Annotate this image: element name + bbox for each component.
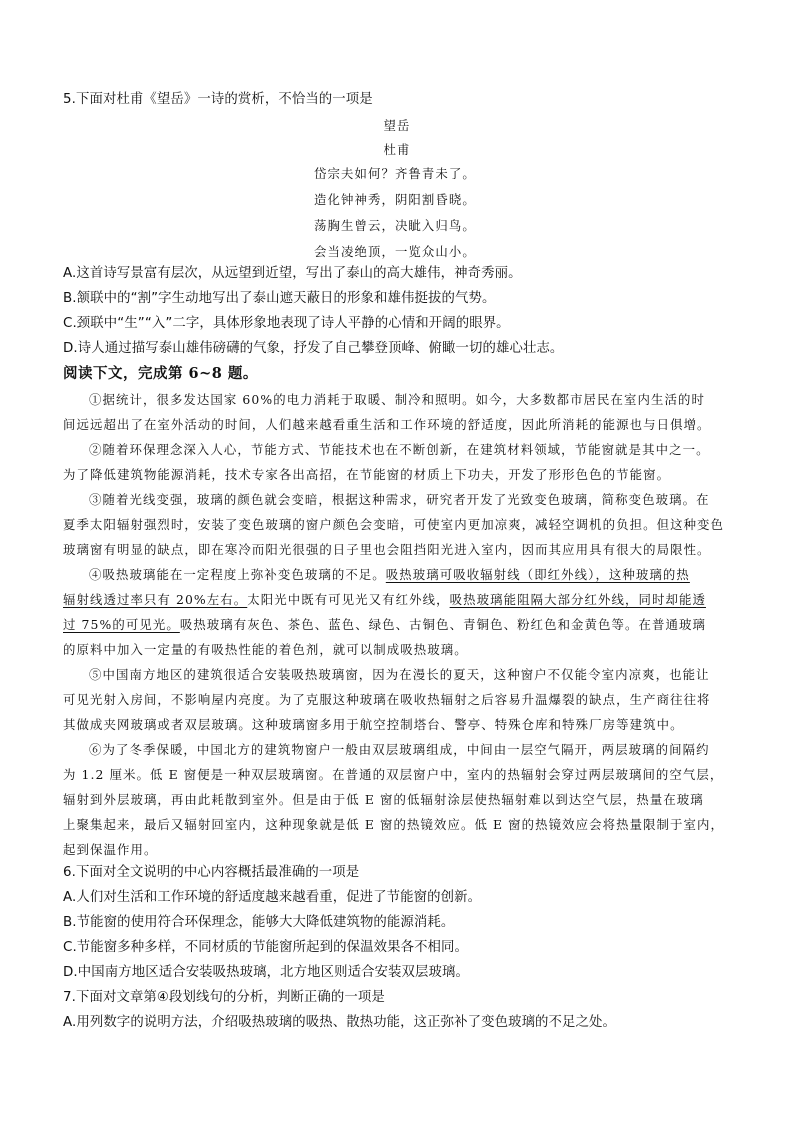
poem-line: 造化钟神秀，阴阳割昏晓。: [314, 192, 476, 207]
underlined-sentence: 过 75%的可见光。: [63, 617, 180, 632]
poem-line: 会当凌绝顶，一览众山小。: [314, 244, 476, 259]
question-7-option-a: A.用列数字的说明方法，介绍吸热玻璃的吸热、散热功能，这正弥补了变色玻璃的不足之处。: [63, 1015, 617, 1030]
passage-p6-line: 起到保温作用。: [63, 842, 158, 857]
passage-p2-line: 为了降低建筑物能源消耗，技术专家各出高招，在节能窗的材质上下功夫，开发了形形色色的节能窗。: [63, 467, 671, 482]
question-7-stem: 7.下面对文章第④段划线句的分析，判断正确的一项是: [63, 990, 385, 1005]
poem-title: 望岳: [383, 118, 411, 133]
reading-heading: 阅读下文，完成第 6~8 题。: [63, 365, 258, 382]
question-5-option-c: C.颈联中“生”“入”二字，具体形象地表现了诗人平静的心情和开阔的眼界。: [63, 316, 510, 331]
poem-line: 岱宗夫如何？齐鲁青未了。: [314, 166, 476, 181]
passage-text: 吸热玻璃有灰色、茶色、蓝色、绿色、古铜色、青铜色、粉红色和金黄色等。在普通玻璃: [179, 617, 706, 632]
question-6-option-a: A.人们对生活和工作环境的舒适度越来越看重，促进了节能窗的创新。: [63, 890, 482, 905]
question-6-option-b: B.节能窗的使用符合环保理念，能够大大降低建筑物的能源消耗。: [63, 915, 455, 930]
question-5-option-d: D.诗人通过描写泰山雄伟磅礴的气象，抒发了自己攀登顶峰、俯瞰一切的雄心壮志。: [63, 341, 564, 356]
passage-p6-line: 辐射到外层玻璃，再由此耗散到室外。但是由于低 E 窗的低辐射涂层使热辐射难以到达空气层，热量在玻璃: [63, 792, 704, 807]
passage-text: ④吸热玻璃能在一定程度上弥补变色玻璃的不足。: [89, 567, 386, 582]
passage-p4-line: [63, 590, 706, 610]
question-5-stem: 5.下面对杜甫《望岳》一诗的赏析，不恰当的一项是: [63, 92, 373, 107]
passage-p6-line: 为 1.2 厘米。低 E 窗便是一种双层玻璃窗。在普通的双层窗户中，室内的热辐射会穿过两层玻璃间的空气层，: [63, 767, 724, 782]
passage-p4-line: 的原料中加入一定量的有吸热性能的着色剂，就可以制成吸热玻璃。: [63, 642, 468, 657]
question-6-stem: 6.下面对全文说明的中心内容概括最准确的一项是: [63, 865, 360, 880]
underlined-sentence: 吸热玻璃可吸收辐射线（即红外线），这种玻璃的热: [385, 567, 690, 582]
passage-text: 太阳光中既有可见光又有红外线，: [247, 592, 450, 607]
poem-line: 荡胸生曾云，决眦入归鸟。: [314, 218, 476, 233]
passage-p5-line: ⑤中国南方地区的建筑很适合安装吸热玻璃窗，因为在漫长的夏天，这种窗户不仅能令室内凉爽，也能让: [89, 667, 710, 682]
passage-p6-line: 上聚集起来，最后又辐射回室内，这种现象就是低 E 窗的热镜效应。低 E 窗的热镜效应会将热量限制于室内，: [63, 817, 725, 832]
passage-p5-line: 可见光射入房间，不影响屋内亮度。为了克服这种玻璃在吸收热辐射之后容易升温爆裂的缺点，生产商往往将: [63, 692, 711, 707]
underlined-sentence: 吸热玻璃能阻隔大部分红外线，同时却能透: [449, 592, 706, 607]
question-5-option-a: A.这首诗写景富有层次，从远望到近望，写出了泰山的高大雄伟，神奇秀丽。: [63, 266, 522, 281]
passage-p1-line: ①据统计，很多发达国家 60%的电力消耗于取暖、制冷和照明。如今，大多数都市居民在室内生活的时: [89, 392, 705, 407]
passage-p3-line: 夏季太阳辐射强烈时，安装了变色玻璃的窗户颜色会变暗，可使室内更加凉爽，减轻空调机的负担。但这种变色: [63, 517, 725, 532]
passage-p1-line: 间远远超出了在室外活动的时间，人们越来越看重生活和工作环境的舒适度，因此所消耗的能源也与日俱增。: [63, 417, 711, 432]
passage-p2-line: ②随着环保理念深入人心，节能方式、节能技术也在不断创新，在建筑材料领域，节能窗就是其中之一。: [89, 442, 710, 457]
passage-p4-line: [89, 565, 690, 585]
question-6-option-c: C.节能窗多种多样，不同材质的节能窗所起到的保温效果各不相同。: [63, 940, 469, 955]
passage-p4-line: [63, 615, 706, 635]
passage-p5-line: 其做成夹网玻璃或者双层玻璃。这种玻璃窗多用于航空控制塔台、警亭、特殊仓库和特殊厂房等建筑中。: [63, 717, 684, 732]
poem-author: 杜甫: [383, 142, 411, 157]
underlined-sentence: 辐射线透过率只有 20%左右。: [63, 592, 248, 607]
question-6-option-d: D.中国南方地区适合安装吸热玻璃，北方地区则适合安装双层玻璃。: [63, 965, 469, 980]
passage-p6-line: ⑥为了冬季保暖，中国北方的建筑物窗户一般由双层玻璃组成，中间由一层空气隔开，两层玻璃的间隔约: [89, 742, 710, 757]
passage-p3-line: 玻璃窗有明显的缺点，即在寒冷而阳光很强的日子里也会阻挡阳光进入室内，因而其应用具有很大的局限性。: [63, 542, 711, 557]
passage-p3-line: ③随着光线变强，玻璃的颜色就会变暗，根据这种需求，研究者开发了光致变色玻璃，简称变色玻璃。在: [89, 492, 710, 507]
question-5-option-b: B.颔联中的“割”字生动地写出了泰山遮天蔽日的形象和雄伟挺拔的气势。: [63, 291, 496, 306]
